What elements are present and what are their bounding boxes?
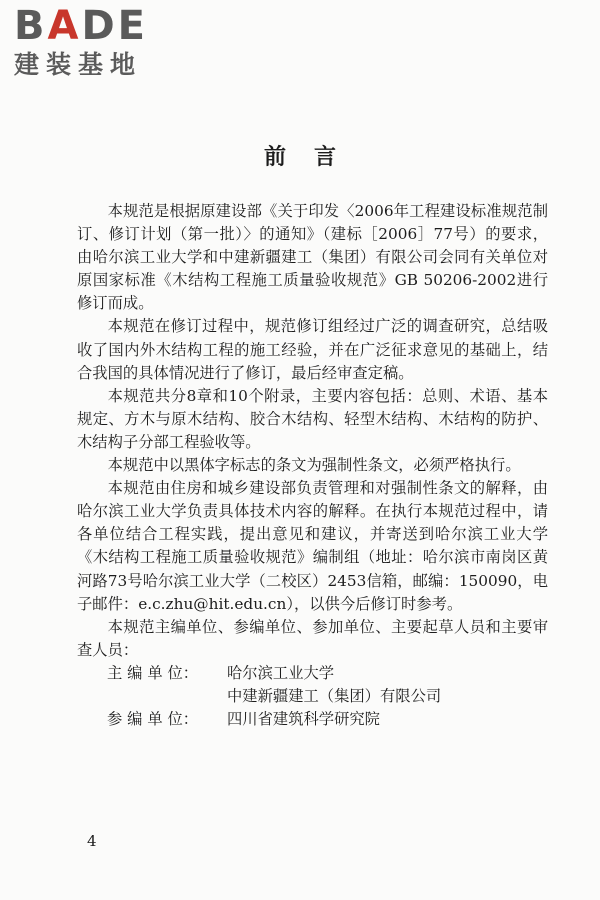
chief-unit-name: 哈尔滨工业大学 — [227, 663, 335, 682]
logo-wordmark: BADE — [14, 3, 148, 49]
logo-accent-letter: A — [47, 3, 82, 49]
page-number: 4 — [87, 832, 97, 850]
staff-row — [77, 708, 548, 731]
chief-unit-name: 中建新疆建工（集团）有限公司 — [227, 686, 442, 705]
participating-unit-name: 四川省建筑科学研究院 — [227, 710, 380, 729]
paragraph: 本规范共分8章和10个附录，主要内容包括：总则、术语、基本规定、方木与原木结构、胶合木结构、轻型木结构、木结构的防护、木结构子分部工程验收等。 — [77, 386, 548, 451]
staff-row — [77, 685, 548, 708]
staff-list — [77, 662, 548, 731]
staff-row — [77, 662, 548, 685]
paragraph: 本规范是根据原建设部《关于印发〈2006年工程建设标准规范制订、修订计划（第一批）〉的通知》（建标［2006］77号）的要求，由哈尔滨工业大学和中建新疆建工（集团）有限公司会同有关单位对原国家标准《木结构工程施工质量验收规范》GB 50206-2002进行修订而成。 — [77, 202, 548, 313]
preface-body — [77, 200, 548, 731]
bade-logo — [14, 4, 194, 80]
page-title: 前言 — [263, 144, 364, 170]
paragraph: 本规范主编单位、参编单位、参加单位、主要起草人员和主要审查人员： — [77, 617, 548, 659]
logo-subtitle: 建装基地 — [14, 50, 143, 79]
paragraph: 本规范在修订过程中，规范修订组经过广泛的调查研究，总结吸收了国内外木结构工程的施工经验，并在广泛征求意见的基础上，结合我国的具体情况进行了修订，最后经审查定稿。 — [77, 317, 548, 382]
chief-unit-label: 主 编 单 位： — [107, 663, 199, 682]
participating-unit-label: 参 编 单 位： — [107, 710, 199, 729]
paragraph: 本规范由住房和城乡建设部负责管理和对强制性条文的解释，由哈尔滨工业大学负责具体技术内容的解释。在执行本规范过程中，请各单位结合工程实践，提出意见和建议，并寄送到哈尔滨工业大学《木结构工程施工质量验收规范》编制组（地址：哈尔滨市南岗区黄河路73号哈尔滨工业大学（二校区）2453信箱，邮编：150090，电子邮件：e.c.zhu@hit.edu.cn），以供今后修订时参考。 — [77, 479, 548, 613]
paragraph: 本规范中以黑体字标志的条文为强制性条文，必须严格执行。 — [107, 456, 521, 475]
